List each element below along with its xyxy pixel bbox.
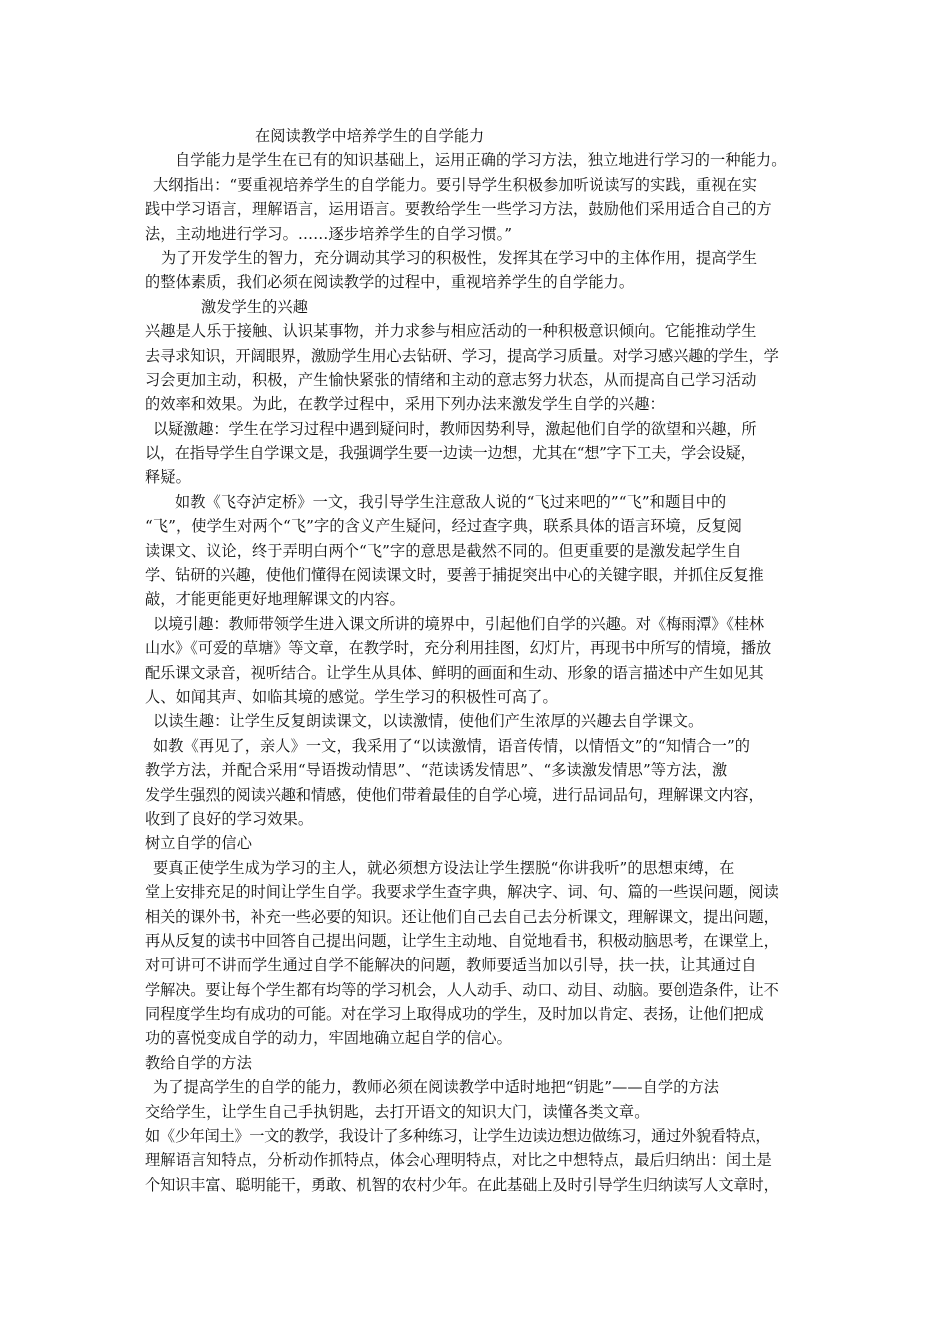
paragraph-line: 堂上安排充足的时间让学生自学。我要求学生查字典，解决字、词、句、篇的一些误问题，阅读 bbox=[145, 883, 779, 902]
paragraph-line: 对可讲可不讲而学生通过自学不能解决的问题，教师要适当加以引导，扶一扶，让其通过自 bbox=[145, 956, 757, 975]
paragraph-line: 以，在指导学生自学课文是，我强调学生要一边读一边想，尤其在“想”字下工夫，学会设疑， bbox=[145, 444, 756, 463]
paragraph-line: 同程度学生均有成功的可能。对在学习上取得成功的学生，及时加以肯定、表扬，让他们把成 bbox=[145, 1005, 764, 1024]
paragraph-line: 发学生强烈的阅读兴趣和情感，使他们带着最佳的自学心境，进行品词品句，理解课文内容， bbox=[145, 785, 764, 804]
paragraph-line: 以境引趣：教师带领学生进入课文所讲的境界中，引起他们自学的兴趣。对《梅雨潭》《桂林 bbox=[153, 614, 764, 633]
paragraph-line: 功的喜悦变成自学的动力，牢固地确立起自学的信心。 bbox=[145, 1029, 512, 1048]
paragraph-line: 学、钻研的兴趣，使他们懂得在阅读课文时，要善于捕捉突出中心的关键字眼，并抓住反复推 bbox=[145, 566, 764, 585]
section-heading: 树立自学的信心 bbox=[145, 834, 253, 853]
paragraph-line: 收到了良好的学习效果。 bbox=[145, 809, 314, 828]
paragraph-line: 教学方法，并配合采用“导语拨动情思”、“范读诱发情思”、“多读激发情思”等方法，激 bbox=[145, 761, 728, 780]
paragraph-line: 理解语言知特点，分析动作抓特点，体会心理明特点，对比之中想特点，最后归纳出：闰土是 bbox=[145, 1151, 772, 1170]
paragraph-line: 配乐课文录音，视听结合。让学生从具体、鲜明的画面和生动、形象的语言描述中产生如见其 bbox=[145, 663, 764, 682]
paragraph-line: 读课文、议论，终于弄明白两个“飞”字的意思是截然不同的。但更重要的是激发起学生自 bbox=[145, 541, 742, 560]
paragraph-line: 去寻求知识，开阔眼界，激励学生用心去钻研、学习，提高学习质量。对学习感兴趣的学生，学 bbox=[145, 346, 779, 365]
section-heading: 教给自学的方法 bbox=[145, 1053, 253, 1072]
paragraph-line: 如《少年闰土》一文的教学，我设计了多种练习，让学生边读边想边做练习，通过外貌看特点， bbox=[145, 1127, 771, 1146]
paragraph-line: 敲，才能更能更好地理解课文的内容。 bbox=[145, 590, 405, 609]
paragraph-line: 如教《再见了，亲人》一文，我采用了“以读激情，语音传情，以情悟文”的“知情合一”的 bbox=[153, 736, 751, 755]
section-heading: 激发学生的兴趣 bbox=[201, 297, 309, 316]
paragraph-line: 为了提高学生的自学的能力，教师必须在阅读教学中适时地把“钥匙”——自学的方法 bbox=[153, 1078, 720, 1097]
paragraph-line: 人、如闻其声、如临其境的感觉。学生学习的积极性可高了。 bbox=[145, 687, 558, 706]
paragraph-line: 的效率和效果。为此，在教学过程中，采用下列办法来激发学生自学的兴趣： bbox=[145, 395, 665, 414]
document-body bbox=[145, 124, 821, 1197]
paragraph-line: “飞”，使学生对两个“飞”字的含义产生疑问，经过查字典，联系具体的语言环境，反复阅 bbox=[145, 517, 743, 536]
paragraph-line: 如教《飞夺泸定桥》一文，我引导学生注意敌人说的“飞过来吧的”“飞”和题目中的 bbox=[175, 492, 727, 511]
paragraph-line: 交给学生，让学生自己手执钥匙，去打开语文的知识大门，读懂各类文章。 bbox=[145, 1102, 650, 1121]
paragraph-line: 再从反复的读书中回答自己提出问题，让学生主动地、自觉地看书，积极动脑思考，在课堂上， bbox=[145, 931, 779, 950]
paragraph-line: 的整体素质，我们必须在阅读教学的过程中，重视培养学生的自学能力。 bbox=[145, 273, 635, 292]
paragraph-line: 山水》《可爱的草塘》等文章，在教学时，充分利用挂图，幻灯片，再现书中所写的情境，播放 bbox=[145, 639, 772, 658]
paragraph-line: 兴趣是人乐于接触、认识某事物，并力求参与相应活动的一种积极意识倾向。它能推动学生 bbox=[145, 322, 757, 341]
paragraph-line: 释疑。 bbox=[145, 468, 191, 487]
paragraph-line: 自学能力是学生在已有的知识基础上，运用正确的学习方法，独立地进行学习的一种能力。 bbox=[175, 151, 787, 170]
paragraph-line: 践中学习语言，理解语言，运用语言。要教给学生一些学习方法，鼓励他们采用适合自己的方 bbox=[145, 200, 772, 219]
paragraph-line: 习会更加主动，积极，产生愉快紧张的情绪和主动的意志努力状态，从而提高自己学习活动 bbox=[145, 370, 757, 389]
paragraph-line: 个知识丰富、聪明能干，勇敢、机智的农村少年。在此基础上及时引导学生归纳读写人文章时， bbox=[145, 1175, 779, 1194]
paragraph-line: 相关的课外书，补充一些必要的知识。还让他们自己去自己去分析课文，理解课文，提出问题， bbox=[145, 907, 779, 926]
paragraph-line: 以读生趣：让学生反复朗读课文，以读激情，使他们产生浓厚的兴趣去自学课文。 bbox=[153, 712, 704, 731]
paragraph-line: 要真正使学生成为学习的主人，就必须想方设法让学生摆脱“你讲我听”的思想束缚，在 bbox=[153, 858, 735, 877]
paragraph-line: 以疑激趣：学生在学习过程中遇到疑问时，教师因势利导，激起他们自学的欲望和兴趣，所 bbox=[153, 419, 757, 438]
document-title: 在阅读教学中培养学生的自学能力 bbox=[255, 127, 485, 145]
paragraph-line: 学解决。要让每个学生都有均等的学习机会，人人动手、动口、动目、动脑。要创造条件，让不 bbox=[145, 980, 779, 999]
paragraph-line: 法，主动地进行学习。……逐步培养学生的自学习惯。” bbox=[145, 224, 513, 243]
paragraph-line: 大纲指出：“要重视培养学生的自学能力。要引导学生积极参加听说读写的实践，重视在实 bbox=[153, 175, 758, 194]
paragraph-line: 为了开发学生的智力，充分调动其学习的积极性，发挥其在学习中的主体作用，提高学生 bbox=[161, 248, 758, 267]
